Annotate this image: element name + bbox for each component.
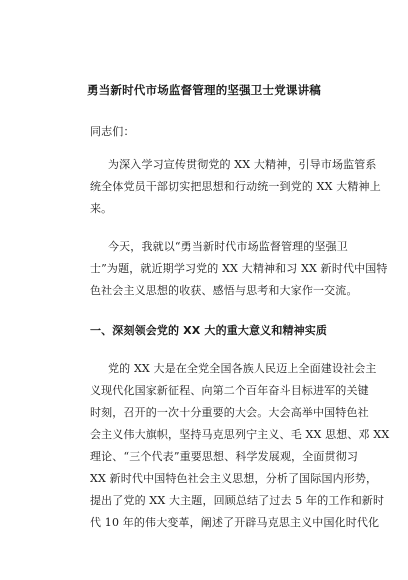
paragraph-3-line-7: 提出了党的 XX 大主题，回顾总结了过去 5 年的工作和新时 — [90, 494, 385, 507]
paragraph-1-line-1: 为深入学习宣传贯彻党的 XX 大精神，引导市场监管系 — [108, 158, 377, 171]
paragraph-3-line-3: 时刻，召开的一次十分重要的大会。大会高举中国特色社 — [90, 406, 369, 419]
paragraph-3-line-4: 会主义伟大旗帜，坚持马克思列宁主义、毛 XX 思想、邓 XX — [90, 428, 390, 441]
paragraph-1-line-3: 来。 — [90, 202, 113, 215]
paragraph-3-line-1: 党的 XX 大是在全党全国各族人民迈上全面建设社会主 — [108, 362, 377, 375]
salutation: 同志们： — [90, 125, 135, 138]
paragraph-1-line-2: 统全体党员干部切实把思想和行动统一到党的 XX 大精神上 — [90, 180, 381, 193]
paragraph-3-line-6: XX 新时代中国特色社会主义思想，分析了国际国内形势， — [90, 472, 378, 485]
section-1-heading: 一、深刻领会党的 XX 大的重大意义和精神实质 — [90, 324, 328, 337]
paragraph-2-line-3: 色社会主义思想的收获、感悟与思考和大家作一交流。 — [90, 284, 358, 297]
paragraph-2-line-1: 今天，我就以“勇当新时代市场监督管理的坚强卫 — [108, 240, 348, 253]
document-title: 勇当新时代市场监督管理的坚强卫士党课讲稿 — [87, 83, 321, 97]
paragraph-3-line-2: 义现代化国家新征程、向第二个百年奋斗目标进军的关键 — [90, 384, 369, 397]
paragraph-3-line-8: 代 10 年的伟大变革，阐述了开辟马克思主义中国化时代化 — [90, 516, 380, 529]
paragraph-3-line-5: 理论、“三个代表”重要思想、科学发展观，全面贯彻习 — [90, 450, 358, 463]
paragraph-2-line-2: 士”为题，就近期学习党的 XX 大精神和习 XX 新时代中国特 — [90, 262, 388, 275]
